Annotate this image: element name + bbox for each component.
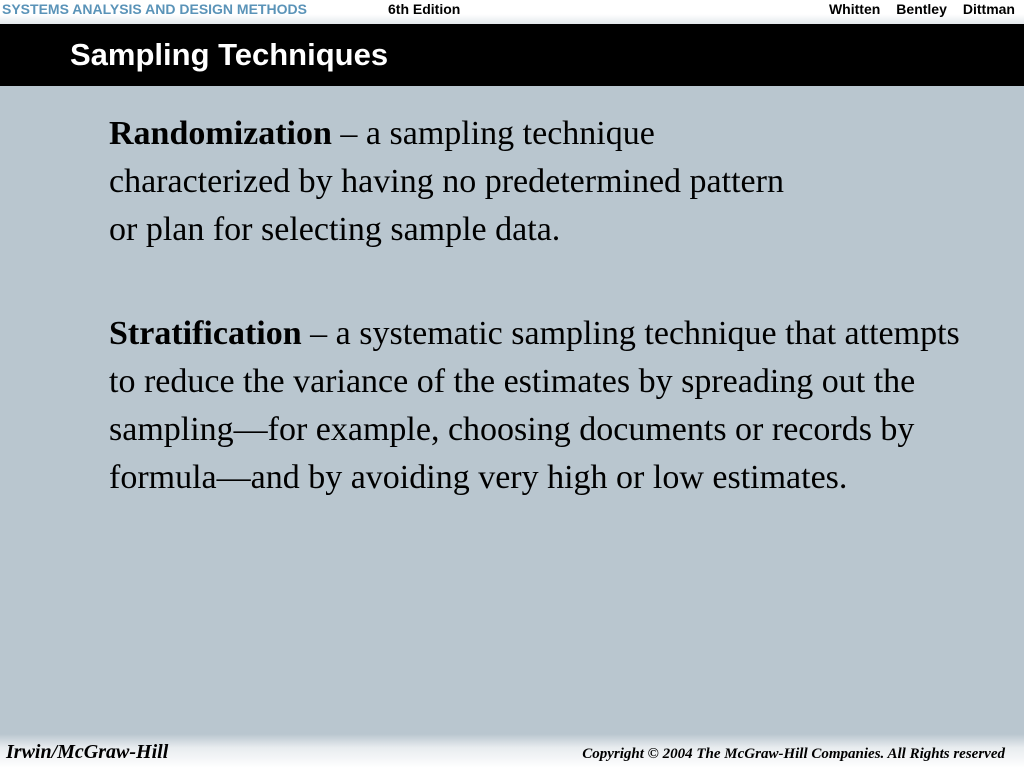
edition-label: 6th Edition — [388, 1, 461, 17]
definition-text: – a systematic sampling technique that attempts to reduce the variance of the estimates by spreading out the sampling—for example, choosing documents or records by formula—and by avoiding very high or low estimates. — [109, 315, 960, 496]
author-name: Dittman — [962, 1, 1015, 17]
slide-title: Sampling Techniques — [70, 37, 389, 72]
definition-randomization — [109, 110, 809, 254]
publisher: Irwin/McGraw-Hill — [6, 741, 169, 763]
authors — [829, 1, 1015, 17]
book-title: SYSTEMS ANALYSIS AND DESIGN METHODS — [2, 1, 307, 17]
definition-term: Stratification — [109, 315, 302, 352]
author-name: Whitten — [828, 1, 881, 17]
author-name: Bentley — [896, 1, 947, 17]
definition-term: Randomization — [109, 115, 332, 152]
copyright-notice: Copyright © 2004 The McGraw-Hill Companies. All Rights reserved — [582, 746, 1005, 762]
definition-stratification — [109, 310, 989, 502]
definition-text: – a sampling technique characterized by having no predetermined pattern or plan for selecting sample data. — [109, 115, 784, 248]
